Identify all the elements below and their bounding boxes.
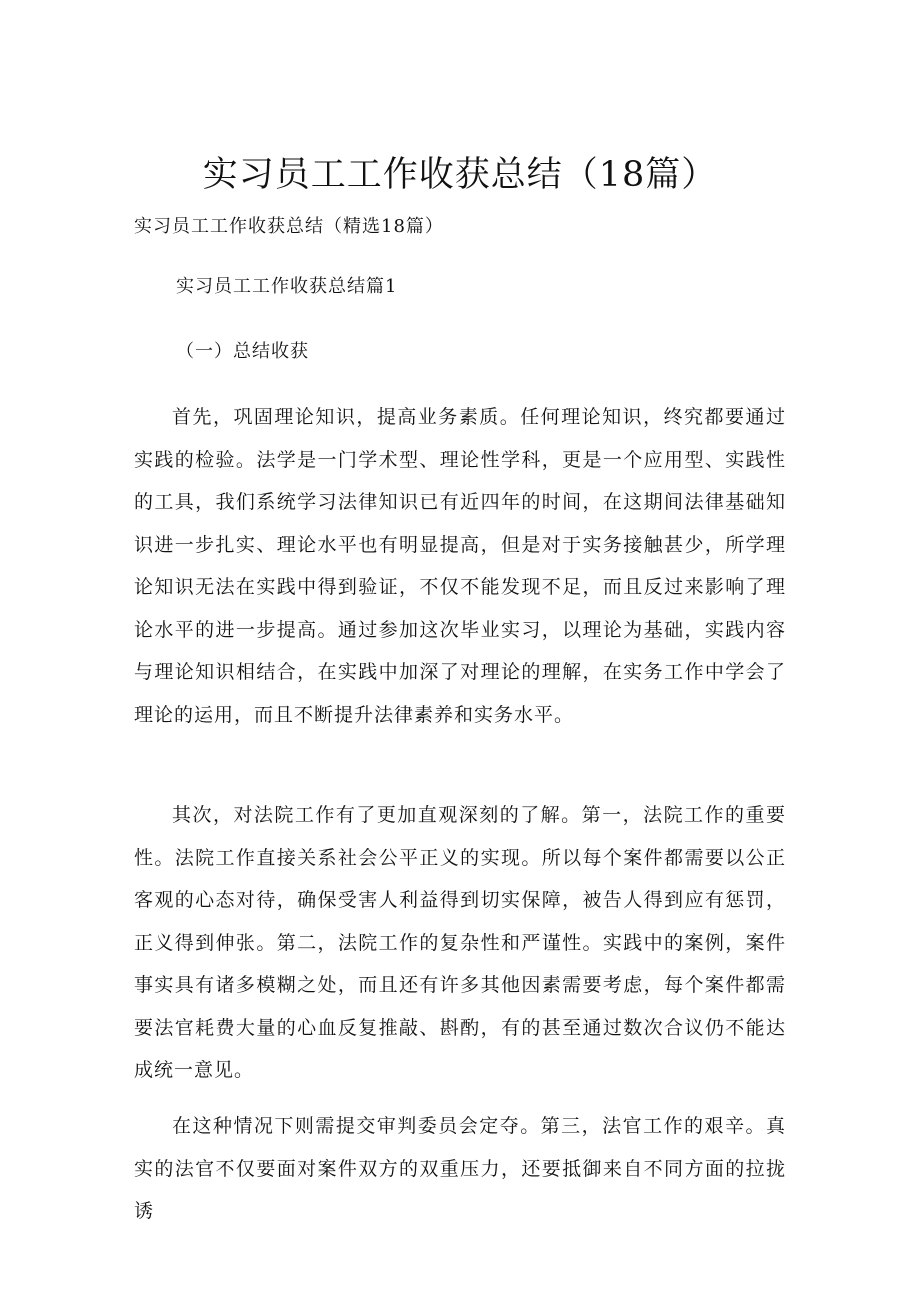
body-paragraph-2: 其次，对法院工作有了更加直观深刻的了解。第一，法院工作的重要性。法院工作直接关系社会公平正义的实现。所以每个案件都需要以公正客观的心态对待，确保受害人利益得到切实保障，被告人得到应有惩罚，正义得到伸张。第二，法院工作的复杂性和严谨性。实践中的案例，案件事实具有诸多模糊之处，而且还有许多其他因素需要考虑，每个案件都需要法官耗费大量的心血反复推敲、斟酌，有的甚至通过数次合议仍不能达成统一意见。 — [134, 804, 786, 1081]
body-paragraph-3: 在这种情况下则需提交审判委员会定夺。第三，法官工作的艰辛。真实的法官不仅要面对案件双方的双重压力，还要抵御来自不同方面的拉拢诱 — [134, 1115, 786, 1222]
document-subtitle: 实习员工工作收获总结（精选18篇） — [134, 216, 444, 237]
body-paragraph-1: 首先，巩固理论知识，提高业务素质。任何理论知识，终究都要通过实践的检验。法学是一门学术型、理论性学科，更是一个应用型、实践性的工具，我们系统学习法律知识已有近四年的时间，在这期间法律基础知识进一步扎实、理论水平也有明显提高，但是对于实务接触甚少，所学理论知识无法在实践中得到验证，不仅不能发现不足，而且反过来影响了理论水平的进一步提高。通过参加这次毕业实习，以理论为基础，实践内容与理论知识相结合，在实践中加深了对理论的理解，在实务工作中学会了理论的运用，而且不断提升法律素养和实务水平。 — [134, 406, 786, 726]
section-heading: 实习员工工作收获总结篇1 — [176, 276, 398, 297]
subsection-heading: （一）总结收获 — [176, 341, 309, 362]
document-title: 实习员工工作收获总结（18篇） — [202, 155, 718, 195]
